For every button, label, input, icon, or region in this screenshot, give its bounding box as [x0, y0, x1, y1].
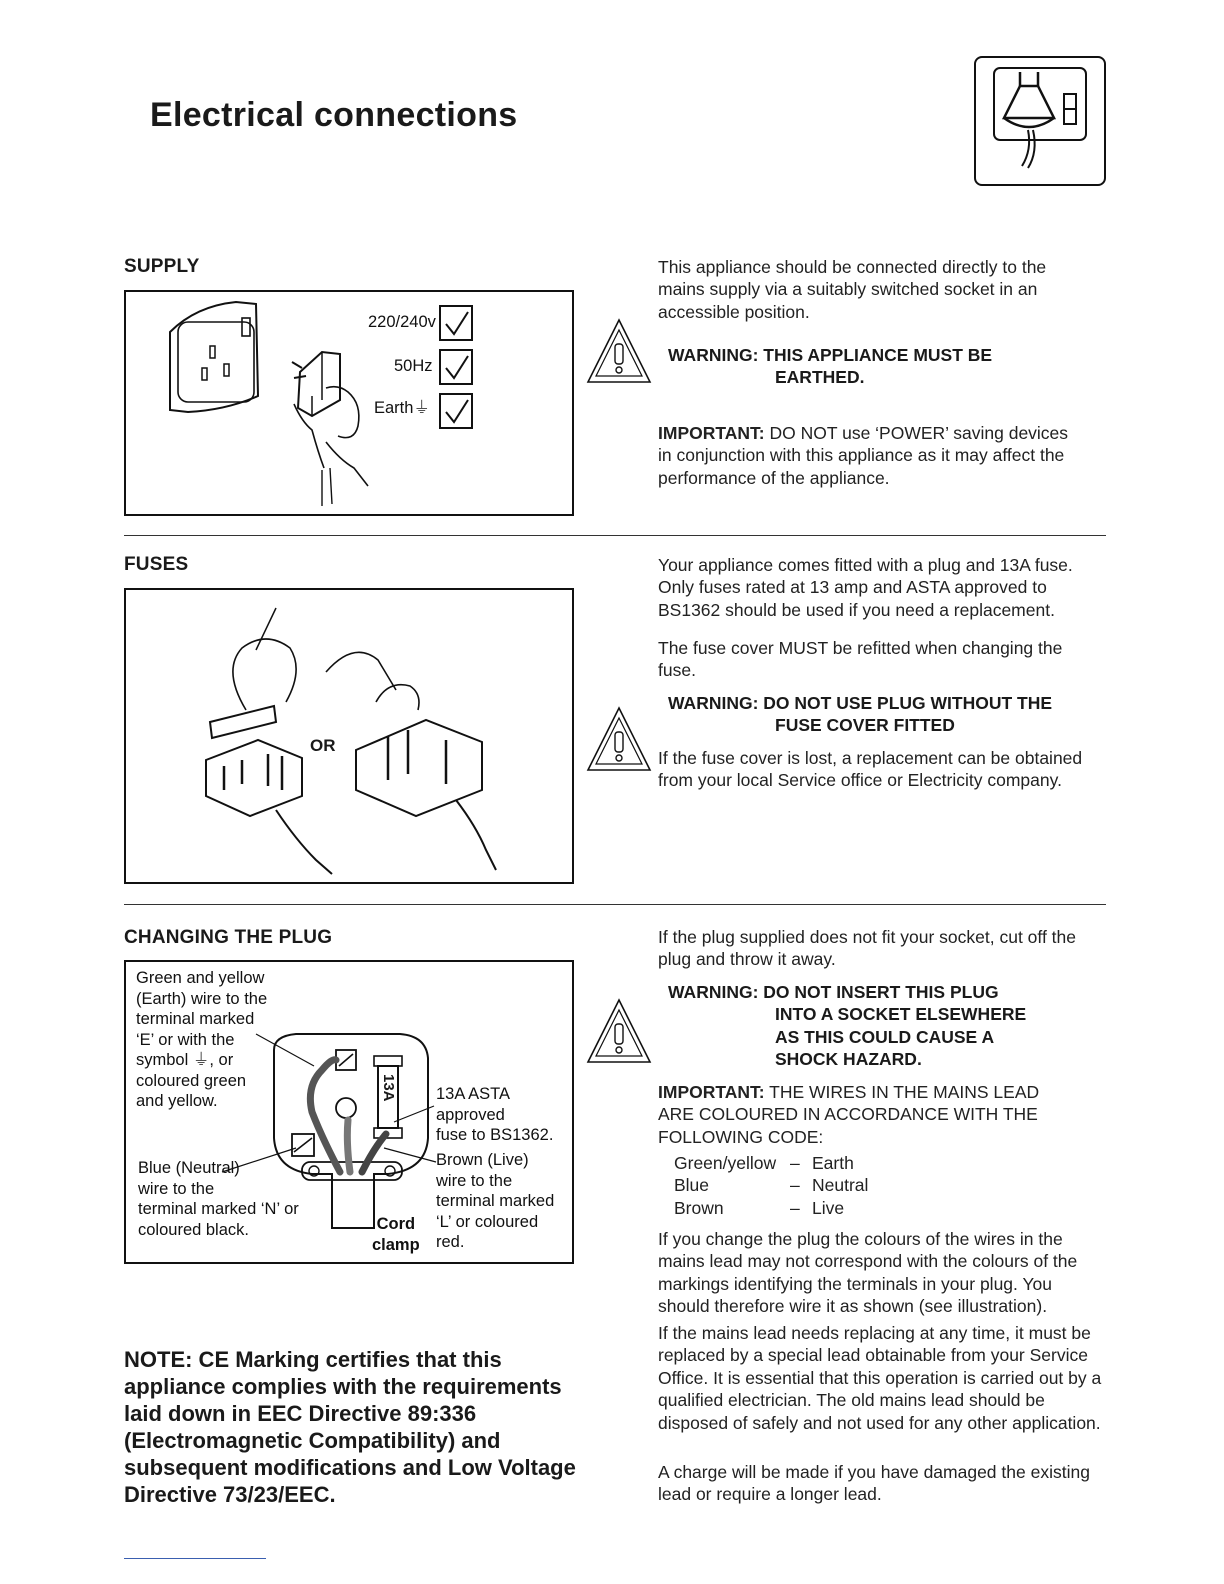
cord-clamp-label: Cord clamp — [372, 1215, 420, 1254]
earth-wire-note: Green and yellow (Earth) wire to the terminal marked ‘E’ or with the symbol ⏚, or coloured green and yellow. — [136, 969, 268, 1110]
supply-warning: WARNING: THIS APPLIANCE MUST BE EARTHED. — [668, 345, 993, 388]
fuse-note: 13A ASTA approved fuse to BS1362. — [436, 1085, 554, 1144]
plug-wiring-illustration — [124, 960, 574, 1264]
earth-symbol-icon: ⏚ — [413, 399, 430, 417]
or-label: OR — [310, 736, 336, 755]
socket-and-plug-icon — [126, 292, 572, 514]
fuses-warning: WARNING: DO NOT USE PLUG WITHOUT THE FUSE COVER FITTED — [668, 693, 1053, 736]
fuses-text-1: Your appliance comes fitted with a plug and 13A fuse. Only fuses rated at 13 amp and ASTA approved to BS1362 should be used if you need a replacement. — [658, 555, 1073, 620]
fuses-heading: FUSES — [124, 554, 189, 575]
voltage-label: 220/240v — [368, 313, 436, 331]
warning-triangle-icon — [584, 996, 654, 1068]
plug-warning: WARNING: DO NOT INSERT THIS PLUG INTO A SOCKET ELSEWHERE AS THIS COULD CAUSE A SHOCK HAZARD. — [668, 982, 1027, 1070]
colour-code-row: Blue – Neutral — [674, 1175, 869, 1196]
frequency-label: 50Hz — [394, 357, 433, 375]
plug-text-1: If the plug supplied does not fit your socket, cut off the plug and throw it away. — [658, 927, 1076, 970]
fuse-replacement-icon — [126, 590, 572, 882]
ce-marking-note: NOTE: CE Marking certifies that this appliance complies with the requirements laid down in EEC Directive 89:336 (Electromagnetic Compatibility) and subsequent modifications and Low Voltage Directive 73/23/EEC. — [124, 1347, 576, 1507]
supply-text: This appliance should be connected directly to the mains supply via a suitably switched socket in an accessible position. — [658, 257, 1047, 322]
plug-text-4: A charge will be made if you have damaged the existing lead or require a longer lead. — [658, 1462, 1090, 1505]
live-wire-note: Brown (Live) wire to the terminal marked ‘L’ or coloured red. — [436, 1151, 555, 1251]
fuses-text-3: If the fuse cover is lost, a replacement can be obtained from your local Service office or Electricity company. — [658, 748, 1083, 791]
supply-important: IMPORTANT: DO NOT use ‘POWER’ saving devices in conjunction with this appliance as it may affect the performance of the appliance. — [658, 423, 1069, 488]
supply-heading: SUPPLY — [124, 256, 200, 277]
divider — [124, 535, 1106, 536]
plug-text-3: If the mains lead needs replacing at any time, it must be replaced by a special lead obtainable from your Service Office. It is essential that this operation is carried out by a qualified electrician. The old mains lead should be disposed of safely and not used for any other application. — [658, 1323, 1102, 1433]
colour-code-table — [674, 1152, 974, 1219]
divider — [124, 904, 1106, 905]
page-title: Electrical connections — [150, 96, 518, 134]
fuses-illustration — [124, 588, 574, 884]
warning-triangle-icon — [584, 704, 654, 776]
neutral-wire-note: Blue (Neutral) wire to the terminal marked ‘N’ or coloured black. — [138, 1159, 299, 1239]
plug-text-2: If you change the plug the colours of the wires in the mains lead may not correspond with the colours of the markings identifying the terminals in your plug. You should therefore wire it as shown (see illustration). — [658, 1229, 1078, 1317]
colour-code-row: Green/yellow – Earth — [674, 1153, 854, 1173]
supply-illustration — [124, 290, 574, 516]
colour-code-row: Brown – Live — [674, 1197, 845, 1218]
fuses-text-2: The fuse cover MUST be refitted when changing the fuse. — [658, 638, 1063, 681]
warning-triangle-icon — [584, 316, 654, 388]
plug-header-icon — [974, 56, 1106, 186]
plug-heading: CHANGING THE PLUG — [124, 927, 333, 948]
plug-important: IMPORTANT: THE WIRES IN THE MAINS LEAD ARE COLOURED IN ACCORDANCE WITH THE FOLLOWING CODE: — [658, 1082, 1040, 1147]
earth-label: Earth⏚ — [374, 399, 430, 417]
fuse-marking: 13A — [380, 1074, 397, 1102]
footer-rule — [124, 1558, 266, 1559]
